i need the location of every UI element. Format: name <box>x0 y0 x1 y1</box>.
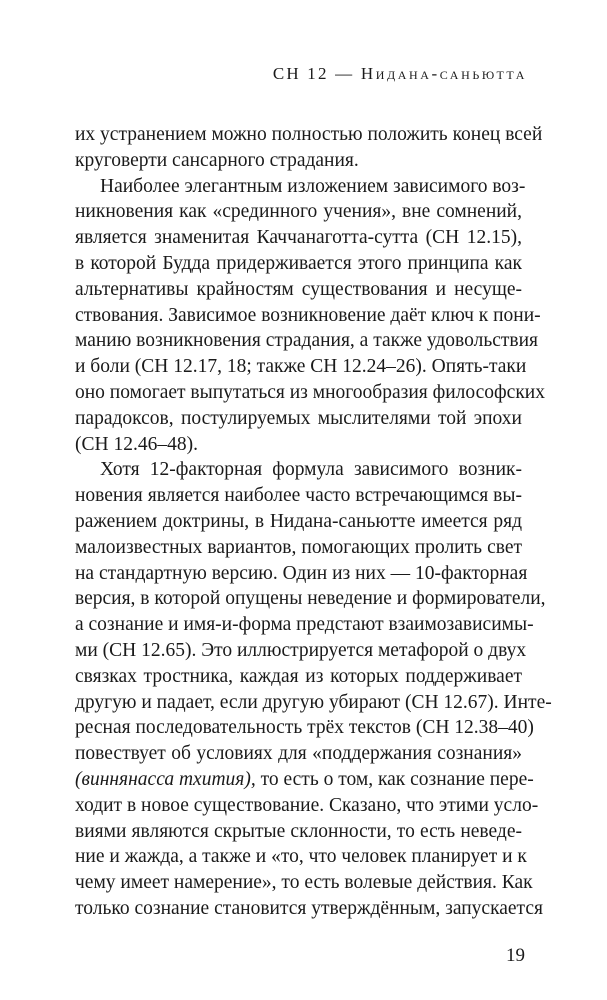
line-text: ражением доктрины, в Нидана-саньютте имеется ряд <box>75 510 522 532</box>
text-line <box>75 690 552 716</box>
line-text: а сознание и имя-и-форма предстают взаимозависимы- <box>75 614 534 636</box>
text-line <box>75 767 534 793</box>
text-line <box>75 406 522 432</box>
text-line <box>75 586 546 612</box>
line-text: только сознание становится утверждённым, запускается <box>75 897 543 919</box>
text-line <box>75 844 527 870</box>
line-text: никновения как «срединного учения», вне сомнений, <box>75 201 522 223</box>
line-text: ресная последовательность трёх текстов (СН 12.38–40) <box>75 717 534 739</box>
text-line <box>75 225 522 251</box>
text-line <box>75 664 522 690</box>
line-text: виями являются скрытые склонности, то есть неведе- <box>75 820 522 842</box>
header-prefix: СН 12 — <box>272 64 361 83</box>
line-text: ходит в новое существование. Сказано, что этими усло- <box>75 794 539 816</box>
italic-term: (виннянасса тхития), <box>75 768 256 790</box>
line-text: альтернативы крайностям существования и несуще- <box>75 278 522 300</box>
text-line <box>75 174 526 200</box>
text-line <box>75 638 527 664</box>
line-text: их устранением можно полностью положить конец всей <box>75 124 543 145</box>
header-title: Нидана-саньютта <box>360 64 527 83</box>
line-text: ствования. Зависимое возникновение даёт ключ к пони- <box>75 304 541 326</box>
line-text: связках тростника, каждая из которых поддерживает <box>75 665 522 687</box>
text-line <box>75 509 522 535</box>
text-line <box>75 380 545 406</box>
text-line <box>75 535 522 561</box>
line-text: новения является наиболее часто встречающимся вы- <box>75 485 522 507</box>
text-line <box>75 303 541 329</box>
line-text: повествует об условиях для «поддержания сознания» <box>75 743 522 765</box>
line-text: является знаменитая Каччанаготта-сутта (СН 12.15), <box>75 227 522 249</box>
page-number: 19 <box>506 945 525 966</box>
line-text: Хотя 12-факторная формула зависимого возник- <box>100 459 522 481</box>
line-text: парадоксов, постулируемых мыслителями той эпохи <box>75 407 522 429</box>
line-text: манию возникновения страдания, а также удовольствия <box>75 330 539 352</box>
text-line <box>75 793 539 819</box>
line-text: то есть о том, как сознание пере- <box>255 768 534 790</box>
body-text <box>75 122 552 922</box>
text-line <box>75 483 522 509</box>
text-line <box>75 715 534 741</box>
text-line <box>75 277 522 303</box>
line-text: малоизвестных вариантов, помогающих пролить свет <box>75 536 522 558</box>
line-text: ние и жажда, а также и «то, что человек планирует и к <box>75 846 527 868</box>
text-line <box>75 328 539 354</box>
text-line <box>75 251 522 277</box>
text-line <box>75 741 522 767</box>
text-line <box>75 354 527 380</box>
line-text: чему имеет намерение», то есть волевые действия. Как <box>75 872 533 894</box>
text-line <box>75 199 522 225</box>
line-text: Наиболее элегантным изложением зависимого воз- <box>100 175 526 197</box>
text-line <box>75 819 522 845</box>
line-text: ми (СН 12.65). Это иллюстрируется метафорой о двух <box>75 639 527 661</box>
line-text: (СН 12.46–48). <box>75 433 198 455</box>
text-line <box>75 561 528 587</box>
line-text: оно помогает выпутаться из многообразия философских <box>75 381 545 403</box>
text-line <box>75 612 534 638</box>
line-text: версия, в которой опущены неведение и формирователи, <box>75 588 546 610</box>
text-line <box>75 896 543 922</box>
line-text: круговерти сансарного страдания. <box>75 149 359 171</box>
text-line <box>75 457 522 483</box>
line-text: на стандартную версию. Один из них — 10-факторная <box>75 562 528 584</box>
line-text: в которой Будда придерживается этого принципа как <box>75 252 522 274</box>
text-line <box>75 122 543 148</box>
text-line <box>75 432 522 458</box>
line-text: другую и падает, если другую убирают (СН 12.67). Инте- <box>75 691 552 713</box>
running-header <box>273 64 527 84</box>
text-line <box>75 870 533 896</box>
line-text: и боли (СН 12.17, 18; также СН 12.24–26). Опять-таки <box>75 356 527 378</box>
text-line <box>75 148 522 174</box>
